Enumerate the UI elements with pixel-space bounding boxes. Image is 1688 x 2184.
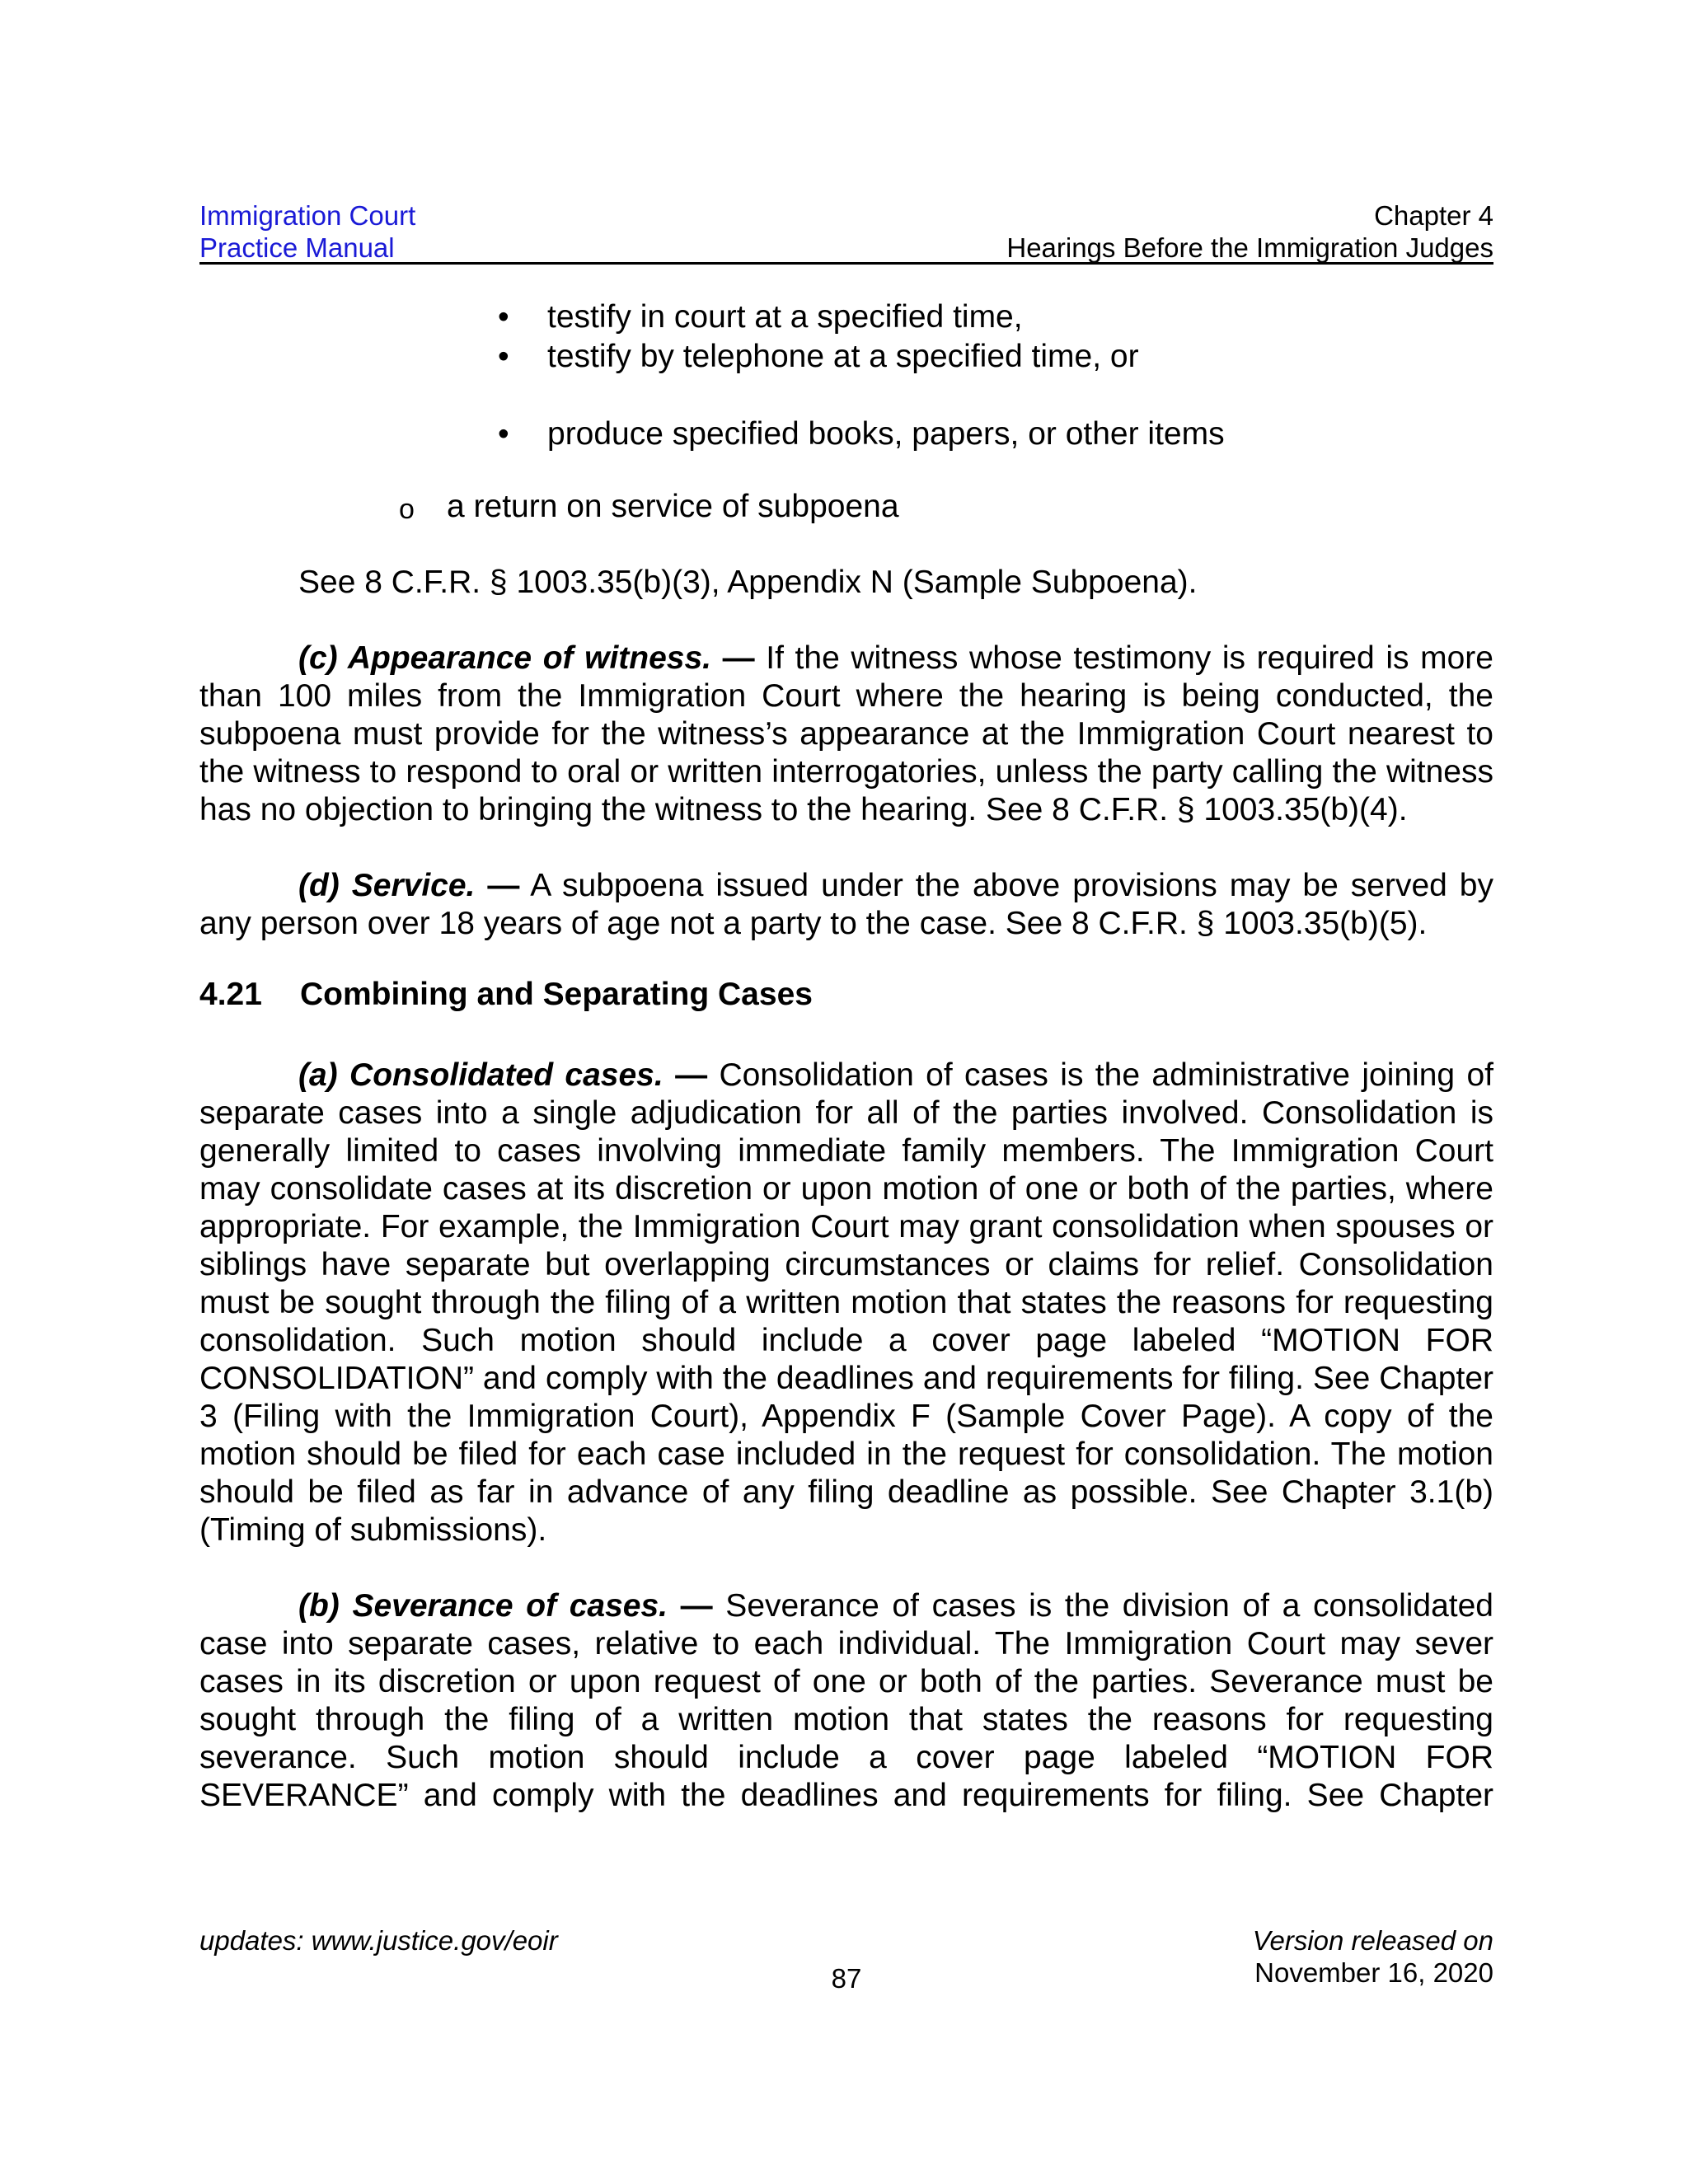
manual-title xyxy=(199,199,415,264)
citation-line: See 8 C.F.R. § 1003.35(b)(3), Appendix N (Sample Subpoena). xyxy=(298,565,1198,600)
page-footer xyxy=(199,1924,1493,1999)
em-dash: — xyxy=(711,640,755,676)
spacer xyxy=(199,829,1493,867)
em-dash: — xyxy=(663,1057,708,1093)
em-dash: — xyxy=(668,1588,713,1624)
list-item-text: testify in court at a specified time, xyxy=(547,299,1023,335)
spacer xyxy=(199,943,1493,976)
paragraph-lead xyxy=(298,868,519,903)
updates-link[interactable]: updates: www.justice.gov/eoir xyxy=(199,1925,558,1956)
list-item xyxy=(199,415,1493,455)
paragraph-heading: (d) Service. xyxy=(298,868,476,903)
paragraph-text: Consolidation of cases is the administrative joining of separate cases into a single adjudication for all of the parties involved. Consolidation is generally limited to cases involving immediate family members. The Immigration Court may consolidate cases at its discretion or upon motion of one or both of the parties, where appropriate. For example, the Immigration Court may grant consolidation when spouses or siblings have separate but overlapping circumstances or claims for relief. Consolidation must be sought through the filing of a written motion that states the reasons for requesting consolidation. Such motion should include a cover page labeled “MOTION FOR CONSOLIDATION” and comply with the deadlines and requirements for filing. See Chapter 3 (Filing with the Immigration Court), Appendix F (Sample Cover Page). A copy of the motion should be filed for each case included in the request for consolidation. The motion should be filed as far in advance of any filing deadline as possible. See Chapter 3.1(b) (Timing of submissions). xyxy=(199,1057,1493,1548)
section-number: 4.21 xyxy=(199,977,262,1012)
em-dash: — xyxy=(475,868,520,903)
list-item-text: produce specified books, papers, or other items xyxy=(547,416,1225,452)
section-title: Combining and Separating Cases xyxy=(300,977,813,1012)
paragraph-text: A subpoena issued under the above provisions may be served by any person over 18 years of age not a party to the case. See 8 C.F.R. § 1003.35(b)(5). xyxy=(199,868,1493,941)
paragraph-text: Severance of cases is the division of a consolidated case into separate cases, relative to each individual. The Immigration Court may sever cases in its discretion or upon request of one or both of the parties. Severance must be sought through the filing of a written motion that states the reasons for requesting severance. Such motion should include a cover page labeled “MOTION FOR SEVERANCE” and comply with the deadlines and requirements for filing. See Chapter xyxy=(199,1588,1493,1813)
chapter-title xyxy=(1006,199,1493,264)
list-item-text: a return on service of subpoena xyxy=(447,489,899,524)
paragraph-appearance-of-witness xyxy=(199,640,1493,829)
list-item xyxy=(199,338,1493,377)
page-header xyxy=(199,199,1493,265)
bullet-icon: • xyxy=(498,299,509,335)
manual-title-line2: Practice Manual xyxy=(199,232,395,263)
spacer xyxy=(199,602,1493,640)
page-body xyxy=(199,298,1493,1815)
paragraph-lead xyxy=(298,1057,707,1093)
version-info xyxy=(1253,1924,1493,1989)
list-item-text: testify by telephone at a specified time, or xyxy=(547,339,1139,374)
bullet-icon: • xyxy=(498,416,509,452)
paragraph-service xyxy=(199,867,1493,943)
chapter-number: Chapter 4 xyxy=(1374,200,1493,231)
spacer xyxy=(199,455,1493,488)
chapter-name: Hearings Before the Immigration Judges xyxy=(1006,232,1493,263)
paragraph-heading: (b) Severance of cases. xyxy=(298,1588,668,1624)
paragraph-heading: (c) Appearance of witness. xyxy=(298,640,712,676)
bullet-icon: • xyxy=(498,339,509,374)
circle-bullet-icon: o xyxy=(399,494,415,525)
paragraph-heading: (a) Consolidated cases. xyxy=(298,1057,663,1093)
list-item xyxy=(199,488,1493,527)
spacer xyxy=(199,1014,1493,1057)
list-item xyxy=(199,298,1493,338)
paragraph-severance-of-cases xyxy=(199,1587,1493,1815)
paragraph-lead xyxy=(298,640,755,676)
spacer xyxy=(199,377,1493,415)
spacer xyxy=(199,527,1493,564)
version-date: November 16, 2020 xyxy=(1254,1957,1493,1988)
section-heading xyxy=(199,976,1493,1014)
spacer xyxy=(199,1549,1493,1587)
paragraph-lead xyxy=(298,1588,713,1624)
paragraph-consolidated-cases xyxy=(199,1057,1493,1549)
manual-title-line1: Immigration Court xyxy=(199,200,416,231)
paragraph-text: If the witness whose testimony is required is more than 100 miles from the Immigration Court where the hearing is being conducted, the subpoena must provide for the witness’s appearance at the Immigration Court nearest to the witness to respond to oral or written interrogatories, unless the party calling the witness has no objection to bringing the witness to the hearing. See 8 C.F.R. § 1003.35(b)(4). xyxy=(199,640,1493,827)
version-label: Version released on xyxy=(1252,1925,1493,1956)
page-number: 87 xyxy=(831,1963,862,1994)
